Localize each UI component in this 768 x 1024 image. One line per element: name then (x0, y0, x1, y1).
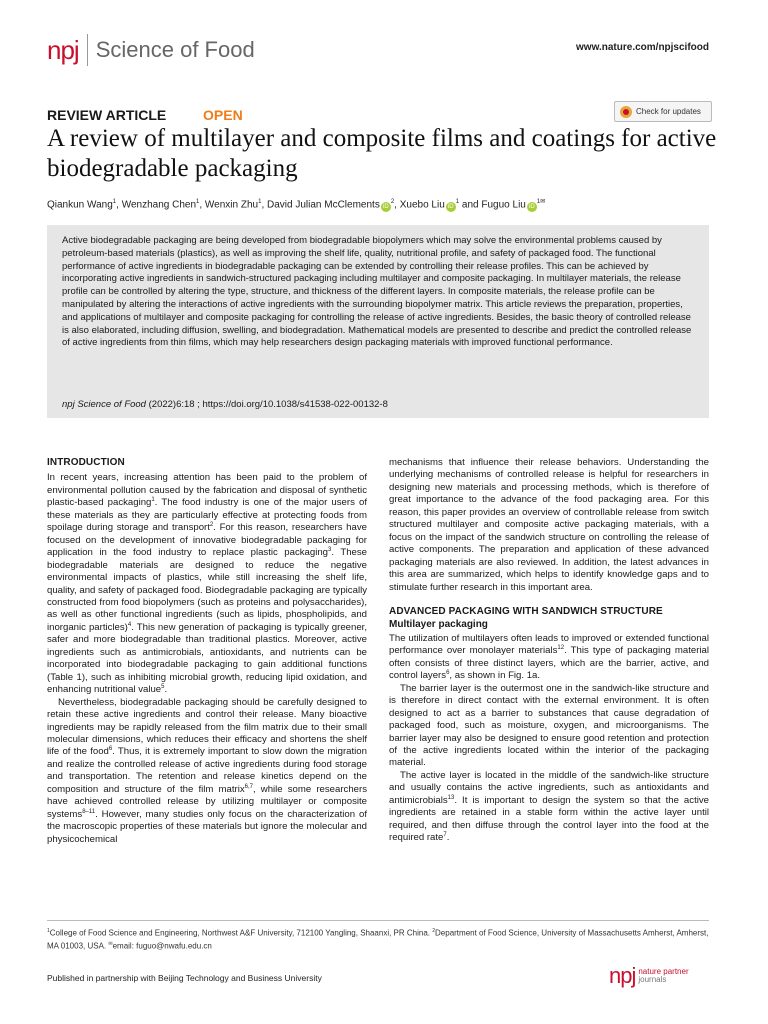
reference-superscript[interactable]: 2 (209, 522, 214, 529)
section-heading-introduction: INTRODUCTION (47, 457, 125, 468)
footer-npj-logo: npj (609, 963, 636, 988)
reference-superscript[interactable]: 1 (151, 497, 155, 504)
intro-paragraph-1 (47, 472, 367, 696)
text-run: , as shown in Fig. 1a. (449, 670, 541, 682)
author-name[interactable]: Xuebo Liu (399, 199, 445, 211)
reference-superscript[interactable]: 7 (443, 831, 447, 838)
reference-superscript[interactable]: ✉ (108, 940, 113, 947)
author-name[interactable]: David Julian McClements (267, 199, 380, 211)
reference-superscript[interactable]: 4 (127, 621, 132, 628)
footer-partner-line2: journals (638, 975, 667, 984)
reference-superscript[interactable]: 13 (447, 794, 455, 801)
subsection-heading-multilayer: Multilayer packaging (389, 619, 488, 631)
check-for-updates-button[interactable] (614, 101, 712, 122)
header-divider (87, 34, 88, 66)
reference-superscript[interactable]: 6 (108, 746, 113, 753)
text-run: . This new generation of packaging is typically greener, safer and more biodegradable than traditional plastics. Moreover, active ingredients such as antimicrobials, antioxidants, and nutrients can be incorporated into biodegradable packaging to gain additional functions (Table 1), such as inhibiting microbial growth, reducing lipid oxidation, and enhancing nutritional value (47, 621, 367, 696)
journal-name[interactable]: Science of Food (95, 37, 255, 62)
npj-logo[interactable]: npj (47, 34, 79, 65)
check-updates-icon (620, 106, 632, 118)
multilayer-paragraph-2 (389, 683, 709, 770)
orcid-icon[interactable]: iD (381, 202, 391, 212)
text-run: Nevertheless, biodegradable packaging should be carefully designed to retain these active ingredients and control their release. Many bioactive ingredients may be rapidly released from the film matrix due to their small molecular dimensions, which reduces their efficacy and shortens the shelf life of the food (47, 696, 367, 758)
author-affiliation: 1✉ (536, 199, 546, 205)
text-run: . (164, 684, 168, 696)
text-run: mechanisms that influence their release behaviors. Understanding the underlying mechanisms of controlled release is helpful for researchers in designing new materials and processing methods, which is therefore of great importance to the advance of the food packaging area. For this reason, this paper provides an overview of controllable release from switch structured multilayer and composite active packaging materials, with a focus on the impact of the sandwich structure on controlling the release of active components. The preparation and application of these advanced packaging materials are also reviewed. In addition, the latest advances in this area are summarized, which helps to identify knowledge gaps and to stimulate further research in this important area. (389, 457, 709, 593)
text-run: . However, many studies only focus on the characterization of the macroscopic properties of these materials but ignore the molecular and physicochemical (47, 808, 367, 845)
text-run: The barrier layer is the outermost one in the sandwich-like structure and is therefore in direct contact with the external environment. It is often designed to act as a barrier to substances that cause degradation of packaged food, such as moisture, oxygen, and microorganisms. The barrier layer may also be designed to ensure good retention and protection of the active ingredients located within the interior of the packaging material. (389, 682, 709, 769)
text-run: . For this reason, researchers have focused on the development of innovative biodegradable packaging for application in the food industry to replace plastic packaging (47, 522, 367, 559)
text-run: , while some researchers have achieved controlled release by utilizing multilayer or composite systems (47, 783, 367, 820)
multilayer-paragraph-1 (389, 633, 709, 683)
author-list: Qiankun Wang$^1$, Wenzhang Chen$^1$, Wenxin Zhu$^1$, David Julian McClements $iD^2$, Xuebo Liu $iD^1$ and Fuguo Liu $iD^{1✉}$ (47, 199, 546, 211)
footnote-rule (47, 920, 709, 921)
journal-header (47, 30, 255, 70)
author-affiliation: 1 (258, 199, 262, 205)
intro-paragraph-3 (389, 457, 709, 594)
orcid-icon[interactable]: iD (446, 202, 456, 212)
text-run: The utilization of multilayers often leads to improved or extended functional performance over monolayer materials (389, 632, 709, 657)
text-run: email: fuguo@nwafu.edu.cn (112, 941, 212, 951)
text-run: In recent years, increasing attention has been paid to the problem of environmental pollution caused by the fabrication and disposal of synthetic plastic-based packaging (47, 472, 367, 509)
reference-superscript[interactable]: 8–11 (82, 808, 96, 815)
abstract-box (47, 225, 709, 418)
author-affiliation: 1 (455, 199, 460, 205)
reference-superscript[interactable]: 6 (446, 670, 450, 677)
text-run: Department of Food Science, University of Massachusetts Amherst, Amherst, MA 01003, USA. (47, 928, 709, 951)
affiliations-footnote (47, 926, 709, 951)
text-run: . These biodegradable materials are designed to reduce the negative environmental impacts of plastics, while still increasing the shelf life, quality, and safety of packaged food. Biodegradable packaging are typically constructed from food biopolymers (such as proteins and polysaccharides), as well as other functional ingredients (such as lipids, phospholipids, and inorganic particles) (47, 547, 367, 633)
journal-url[interactable]: www.nature.com/npjscifood (576, 42, 709, 53)
multilayer-paragraph-3 (389, 770, 709, 845)
left-column (47, 457, 367, 846)
reference-superscript[interactable]: 2 (432, 928, 436, 934)
citation (62, 399, 388, 410)
text-run: . Thus, it is extremely important to slow down the migration and realize the controlled release of active ingredients during food storage and transportation. The retention and release kinetics depend on the composition and structure of the film matrix (47, 746, 367, 795)
author-affiliation: 1 (196, 199, 200, 205)
text-run: . The food industry is one of the major users of these materials as they are particularly effective at protecting foods from spoilage during storage and transport (47, 497, 367, 534)
article-type: REVIEW ARTICLE (47, 107, 167, 123)
abstract-text: Active biodegradable packaging are being developed from biodegradable biopolymers which may solve the environmental problems caused by petroleum-based materials (plastics), as well as improving the shelf life, quality, nutritional profile, and safety of packaged food. The functional performance of active ingredients in biodegradable packaging can be extended by controlling their release profiles. This can be achieved by incorporating active ingredients in sandwich-structured packaging including multilayer and composite packaging. In multilayer materials, the release profile can be controlled by altering the type, structure, and thickness of the different layers. In composite materials, the release profile can be manipulated by altering the interactions of active ingredients with the surrounding biopolymer matrix. This article reviews the preparation, properties, and applications of multilayer and composite packaging for controlling the release of active ingredients. Besides, the basic theory of controlled release is also elaborated, including diffusion, swelling, and biodegradation. Mathematical models are presented to describe and predict the controlled release of active ingredients from thin films, which may help researchers design packaging materials with improved functional performance. (62, 235, 692, 349)
author-name[interactable]: Fuguo Liu (481, 199, 526, 211)
nature-partner-journals-logo[interactable] (609, 963, 689, 989)
text-run: . It is important to design the system so that the active ingredients are retained in a stable form within the active layer until required, and then diffuse through the control layer into the food at the required rate (389, 794, 709, 844)
text-run: . (446, 832, 450, 844)
author-name[interactable]: Wenzhang Chen (121, 199, 196, 211)
article-title: A review of multilayer and composite films and coatings for active biodegradable packaging (47, 125, 717, 182)
reference-superscript[interactable]: 5 (161, 683, 165, 690)
orcid-icon[interactable]: iD (527, 202, 537, 212)
text-run: . This type of packaging material often consists of three distinct layers, which are the barrier, active, and control layers (389, 645, 709, 682)
reference-superscript[interactable]: 1 (47, 928, 50, 934)
reference-superscript[interactable]: 3 (328, 546, 332, 553)
check-updates-label: Check for updates (636, 107, 701, 116)
reference-superscript[interactable]: 12 (557, 645, 565, 652)
citation-doi[interactable]: (2022)6:18 ; https://doi.org/10.1038/s41538-022-00132-8 (145, 399, 388, 410)
author-affiliation: 1 (112, 199, 117, 205)
right-column (389, 457, 709, 845)
citation-journal: npj Science of Food (62, 399, 146, 410)
partnership-note: Published in partnership with Beijing Technology and Business University (47, 973, 322, 983)
open-access-label: OPEN (203, 107, 243, 123)
section-heading-advanced-packaging: ADVANCED PACKAGING WITH SANDWICH STRUCTURE (389, 605, 663, 617)
text-run: The active layer is located in the middle of the sandwich-like structure and usually contains the active ingredients, such as antioxidants and antimicrobials (389, 769, 709, 806)
author-affiliation: 2 (390, 199, 395, 205)
author-name[interactable]: Qiankun Wang (47, 199, 113, 211)
footer-partner-line1: nature partner (638, 967, 689, 976)
text-run: College of Food Science and Engineering, Northwest A&F University, 712100 Yangling, Shaanxi, PR China. (49, 928, 433, 938)
reference-superscript[interactable]: 6,7 (244, 783, 253, 790)
intro-paragraph-2 (47, 697, 367, 846)
author-name[interactable]: Wenxin Zhu (204, 199, 259, 211)
